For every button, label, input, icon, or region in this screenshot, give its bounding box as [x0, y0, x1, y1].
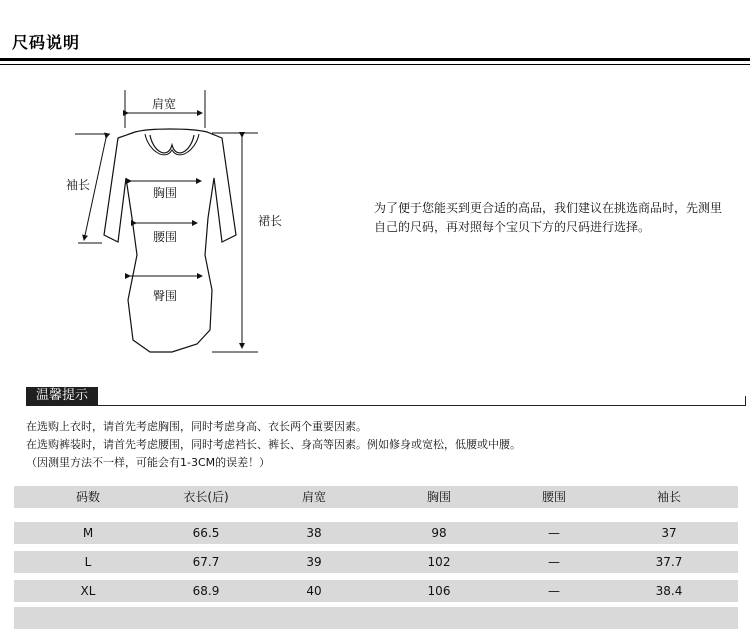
cell-shoulder: 39: [306, 555, 322, 569]
tips-heading: 温馨提示: [26, 387, 98, 405]
cell-chest: 106: [427, 584, 451, 598]
cell-chest: 98: [431, 526, 447, 540]
table-row: [14, 551, 738, 573]
header-waist: 腰围: [541, 490, 566, 504]
header-chest: 胸围: [426, 490, 451, 504]
table-row: [14, 522, 738, 544]
header-sleeve: 袖长: [656, 490, 681, 504]
cell-sleeve: 37: [661, 526, 677, 540]
table-row: [14, 580, 738, 602]
cell-waist: —: [548, 584, 560, 598]
advice-line-1: 为了便于您能买到更合适的高品，我们建议在挑选商品时，先测里: [374, 201, 723, 215]
waist-label: 腰围: [153, 230, 178, 244]
advice-line-2: 自己的尺码，再对照每个宝贝下方的尺码进行选择。: [374, 220, 651, 234]
cell-length: 66.5: [192, 526, 220, 540]
cell-chest: 102: [427, 555, 451, 569]
table-row-empty: [14, 607, 738, 629]
dress-measurement-diagram: [0, 80, 330, 370]
cell-size: L: [84, 555, 92, 569]
cell-waist: —: [548, 526, 560, 540]
hip-label: 臀围: [153, 289, 178, 303]
header-shoulder: 肩宽: [301, 490, 326, 504]
cell-sleeve: 38.4: [655, 584, 683, 598]
cell-sleeve: 37.7: [655, 555, 683, 569]
skirt-length-label: 裙长: [258, 214, 283, 228]
cell-size: XL: [80, 584, 96, 598]
cell-size: M: [82, 526, 94, 540]
title-divider-thin: [0, 64, 750, 65]
header-length: 衣长(后): [183, 490, 229, 504]
measurement-advice: [374, 199, 734, 237]
tips-divider-end: [745, 396, 746, 406]
cell-shoulder: 38: [306, 526, 322, 540]
cell-length: 67.7: [192, 555, 220, 569]
tips-text: [26, 418, 521, 472]
tip-line: 在选购上衣时，请首先考虑胸围，同时考虑身高、衣长两个重要因素。: [26, 420, 367, 433]
chest-label: 胸围: [153, 186, 178, 200]
sleeve-length-label: 袖长: [66, 178, 91, 192]
header-size: 码数: [75, 490, 100, 504]
tip-line: 在选购裤装时，请首先考虑腰围，同时考虑裆长、裤长、身高等因素。例如修身或宽松，低腰或中腰。: [26, 438, 521, 451]
title-divider-thick: [0, 58, 750, 61]
tip-line: （因测里方法不一样，可能会有1-3CM的误差！）: [26, 456, 271, 469]
table-header-row: [14, 486, 738, 508]
cell-shoulder: 40: [306, 584, 322, 598]
cell-waist: —: [548, 555, 560, 569]
tips-divider: [26, 405, 746, 406]
page-title: 尺码说明: [12, 33, 81, 52]
shoulder-width-label: 肩宽: [152, 97, 177, 111]
cell-length: 68.9: [192, 584, 220, 598]
